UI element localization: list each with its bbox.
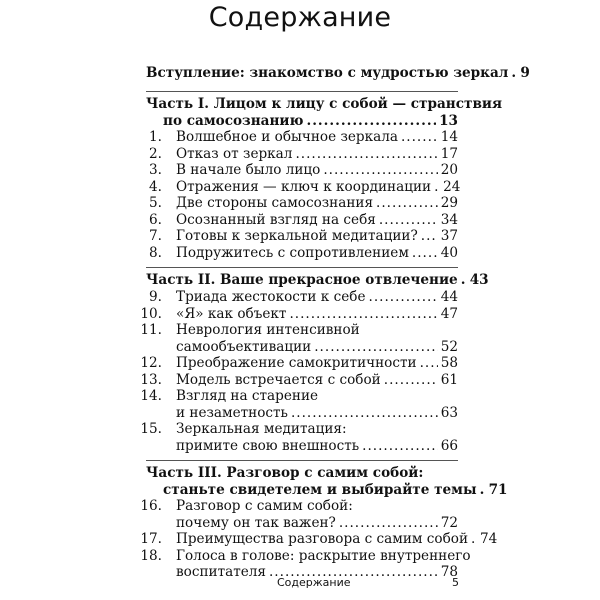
chapter-title: Две стороны самосознания [176,195,374,211]
chapter-number: 6. [149,212,162,228]
toc-page-number: 52 [440,339,458,355]
chapter-title: «Я» как объект [176,306,287,322]
section-divider [146,267,458,268]
chapter-number: 16. [140,498,162,514]
leader-dots [412,243,438,263]
part-title-line: Часть III. Разговор с самим собой: [146,465,424,481]
chapter-title: Неврология интенсивной [176,322,360,338]
chapter-number: 10. [140,306,162,322]
chapter-title: примите свою внешность [176,438,360,454]
toc-page-number: 14 [440,129,458,145]
chapter-title: Голоса в голове: раскрытие внутреннего [176,548,471,564]
leader-dots [480,480,486,500]
toc-page-number: 29 [440,195,458,211]
chapter-title: В начале было лицо [176,162,321,178]
chapter-title: Преимущества разговора с самим собой [176,531,469,547]
section-divider [146,460,458,461]
toc-page-number: 61 [440,372,458,388]
chapter-number: 17. [140,531,162,547]
toc-page-number: 37 [440,228,458,244]
chapter-number: 14. [140,388,162,404]
chapter-title: почему он так важен? [176,515,336,531]
chapter-title: Модель встречается с собой [176,372,381,388]
chapter-title: Разговор с самим собой: [176,498,353,514]
chapter-number: 3. [149,162,162,178]
chapter-title: Отказ от зеркал [176,146,293,162]
chapter-number: 12. [140,355,162,371]
leader-dots [362,436,438,456]
chapter-title: Осознанный взгляд на себя [176,212,376,228]
toc-page-number: 63 [440,405,458,421]
toc-page-number: 72 [440,515,458,531]
chapter-number: 7. [149,228,162,244]
chapter-title: Волшебное и обычное зеркала [176,129,398,145]
chapter-number: 15. [140,421,162,437]
toc-page-number: 34 [440,212,458,228]
toc-page-number: 58 [440,355,458,371]
page-title: Содержание [208,2,392,33]
chapter-number: 9. [149,289,162,305]
toc-chapter-cont [162,436,458,456]
section-divider [146,91,458,92]
toc-page-number: 43 [469,272,489,288]
part-title-line: станьте свидетелем и выбирайте темы [163,482,477,498]
chapter-number: 2. [149,146,162,162]
chapter-number: 13. [140,372,162,388]
chapter-title: и незаметность [176,405,288,421]
chapter-title: Готовы к зеркальной медитации? [176,228,418,244]
toc-page-number: 66 [440,438,458,454]
toc-page-number: 20 [440,162,458,178]
toc-page-number: 47 [440,306,458,322]
chapter-number: 18. [140,548,162,564]
toc-page-number: 9 [520,65,530,81]
chapter-number: 11. [140,322,162,338]
toc-page-number: 13 [439,113,458,129]
chapter-title: Подружитесь с сопротивлением [176,245,409,261]
chapter-title: самообъективации [176,339,312,355]
toc-entry-text: Вступление: знакомство с мудростью зеркал [146,65,509,81]
page-number: 5 [452,576,459,589]
chapter-title: Зеркальная медитация: [176,421,347,437]
chapter-title: Взгляд на старение [176,388,319,404]
chapter-number: 1. [149,129,162,145]
running-head: Содержание [277,576,351,589]
chapter-number: 5. [149,195,162,211]
chapter-title: воспитателя [176,564,266,580]
chapter-title: Отражения — ключ к координации [176,179,432,195]
toc-chapter [149,243,458,263]
toc-intro [146,63,530,83]
toc-page-number: 74 [480,531,498,547]
part-title-line: по самосознанию [163,113,304,129]
toc-page-number: 44 [440,289,458,305]
leader-dots [511,63,517,83]
leader-dots [471,529,477,549]
leader-dots [461,270,467,290]
chapter-number: 8. [149,245,162,261]
chapter-number: 4. [149,179,162,195]
toc-page-number: 24 [443,179,461,195]
toc-page-number: 40 [440,245,458,261]
chapter-title: Триада жестокости к себе [176,289,366,305]
toc-page-number: 78 [440,564,458,580]
part-title-line: Часть II. Ваше прекрасное отвлечение [146,272,458,288]
toc-page-number: 71 [488,482,508,498]
chapter-title: Преображение самокритичности [176,355,417,371]
part-title-line: Часть I. Лицом к лицу с собой — странствия [146,96,503,112]
toc-page-number: 17 [440,146,458,162]
